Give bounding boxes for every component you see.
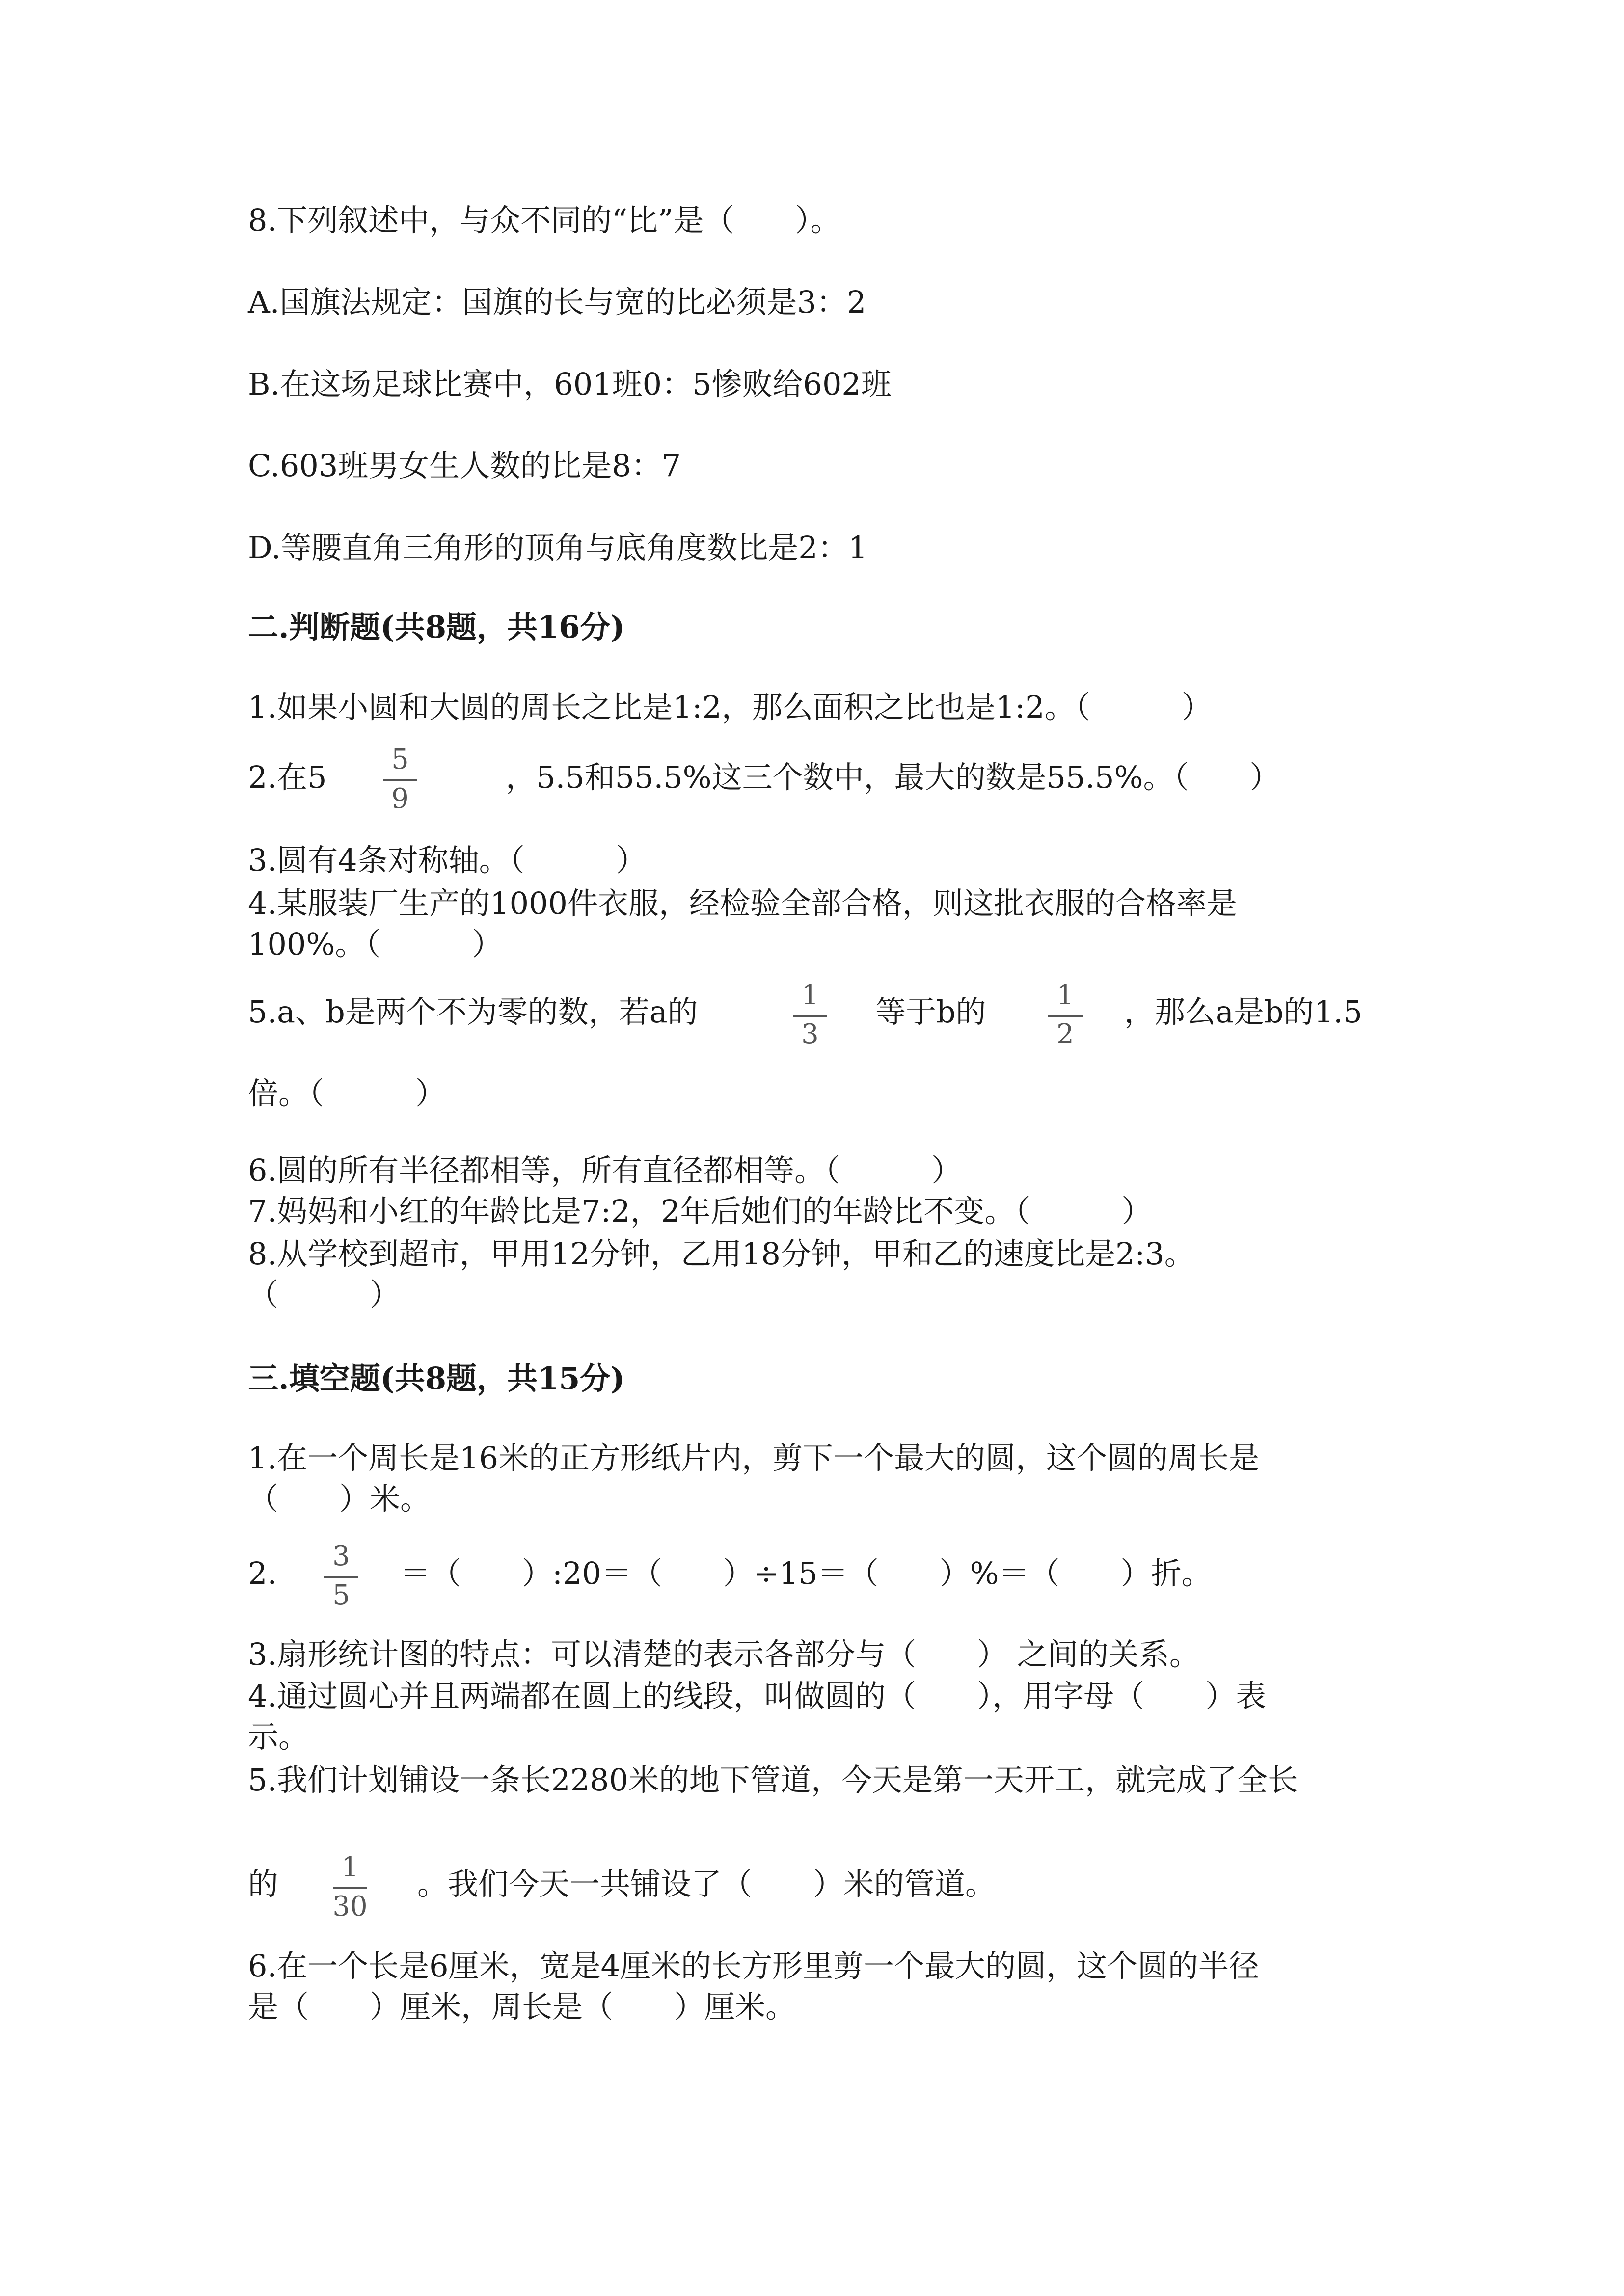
fraction-numerator: 1: [341, 1851, 359, 1883]
judgement-question-8-line-2: （ ）: [248, 1277, 401, 1312]
fraction-5-9: [378, 746, 422, 816]
judgement-question-1: 1.如果小圆和大圆的周长之比是1:2，那么面积之比也是1:2。（ ）: [248, 689, 1212, 725]
fill-question-6-line-2: 是（ ）厘米，周长是（ ）厘米。: [248, 1989, 796, 2025]
fraction-1-30: [328, 1851, 372, 1923]
fill-question-2-prefix: 2.: [248, 1555, 277, 1591]
judgement-question-8-line-1: 8.从学校到超市，甲用12分钟，乙用18分钟，甲和乙的速度比是2:3。: [248, 1236, 1195, 1272]
fill-question-5-prefix: 的: [248, 1866, 279, 1902]
judgement-question-4-line-1: 4.某服装厂生产的1000件衣服，经检验全部合格，则这批衣服的合格率是: [248, 885, 1237, 921]
fraction-numerator: 1: [801, 979, 819, 1011]
fraction-numerator: 1: [1056, 979, 1074, 1011]
judgement-question-5-prefix: 5.a、b是两个不为零的数，若a的: [248, 994, 698, 1030]
fraction-denominator: 3: [801, 1018, 819, 1050]
mc-option-d: D.等腰直角三角形的顶角与底角度数比是2：1: [248, 530, 868, 565]
fraction-denominator: 2: [1056, 1018, 1074, 1050]
fraction-numerator: 3: [332, 1540, 350, 1572]
judgement-question-2-suffix: ，5.5和55.5%这三个数中，最大的数是55.5%。（ ）: [506, 759, 1280, 795]
judgement-question-5-middle: 等于b的: [875, 994, 986, 1030]
section-title-judgement: 二.判断题(共8题，共16分): [248, 609, 625, 645]
fraction-3-5: [319, 1540, 363, 1612]
fraction-1-3: [788, 979, 832, 1051]
fill-question-4-line-1: 4.通过圆心并且两端都在圆上的线段，叫做圆的（ ），用字母（ ）表: [248, 1678, 1267, 1714]
mc-option-b: B.在这场足球比赛中，601班0：5惨败给602班: [248, 366, 892, 402]
fill-question-2-suffix: ＝（ ）:20＝（ ）÷15＝（ ）%＝（ ）折。: [400, 1555, 1212, 1591]
fill-question-5-line-1: 5.我们计划铺设一条长2280米的地下管道，今天是第一天开工，就完成了全长: [248, 1762, 1298, 1798]
judgement-question-7: 7.妈妈和小红的年龄比是7:2，2年后她们的年龄比不变。（ ）: [248, 1193, 1152, 1229]
fraction-bar: [793, 1015, 827, 1017]
judgement-question-4-line-2: 100%。（ ）: [248, 926, 503, 962]
judgement-question-5-line-2: 倍。（ ）: [248, 1075, 446, 1111]
mc-option-a: A.国旗法规定：国旗的长与宽的比必须是3：2: [248, 284, 866, 320]
fraction-bar: [333, 1887, 367, 1889]
fill-question-1-line-2: （ ）米。: [248, 1481, 431, 1517]
mc-option-c: C.603班男女生人数的比是8：7: [248, 448, 681, 483]
fill-question-6-line-1: 6.在一个长是6厘米，宽是4厘米的长方形里剪一个最大的圆，这个圆的半径: [248, 1948, 1260, 1984]
fraction-denominator: 30: [332, 1891, 368, 1922]
judgement-question-6: 6.圆的所有半径都相等，所有直径都相等。（ ）: [248, 1152, 962, 1188]
fraction-bar: [324, 1576, 358, 1578]
fraction-1-2: [1043, 979, 1087, 1051]
fraction-bar: [1048, 1015, 1083, 1017]
fill-question-4-line-2: 示。: [248, 1719, 309, 1755]
fill-question-3: 3.扇形统计图的特点：可以清楚的表示各部分与（ ） 之间的关系。: [248, 1636, 1200, 1672]
fraction-denominator: 5: [332, 1579, 350, 1611]
fill-question-1-line-1: 1.在一个周长是16米的正方形纸片内，剪下一个最大的圆，这个圆的周长是: [248, 1440, 1260, 1476]
fraction-numerator: 5: [391, 744, 409, 775]
fraction-bar: [383, 779, 417, 781]
judgement-question-2-prefix: 2.在5: [248, 759, 327, 795]
mc-question-8: 8.下列叙述中，与众不同的“比”是（ ）。: [248, 202, 841, 238]
section-title-fill-in: 三.填空题(共8题，共15分): [248, 1361, 625, 1396]
fill-question-5-suffix: 。我们今天一共铺设了（ ）米的管道。: [417, 1866, 996, 1902]
judgement-question-3: 3.圆有4条对称轴。（ ）: [248, 842, 647, 878]
fraction-denominator: 9: [391, 783, 409, 815]
judgement-question-5-suffix: ，那么a是b的1.5: [1124, 994, 1363, 1030]
